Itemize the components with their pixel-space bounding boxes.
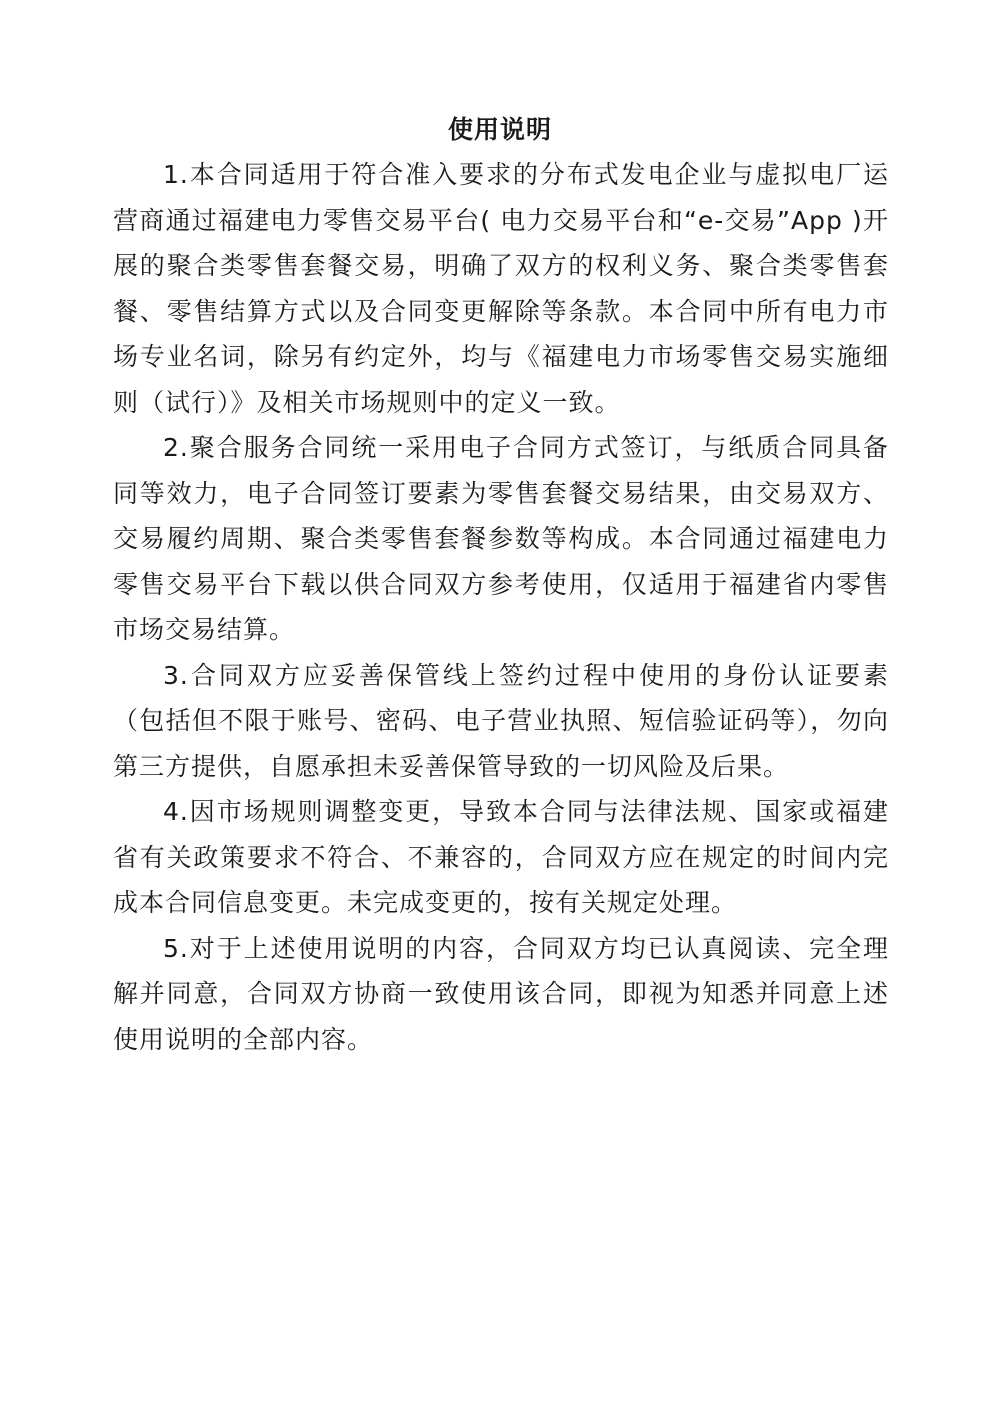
document-body	[113, 152, 889, 1062]
page-title: 使用说明	[447, 115, 552, 144]
paragraph-4: 4.因市场规则调整变更，导致本合同与法律法规、国家或福建省有关政策要求不符合、不兼容的，合同双方应在规定的时间内完成本合同信息变更。未完成变更的，按有关规定处理。	[113, 797, 889, 917]
paragraph-2: 2.聚合服务合同统一采用电子合同方式签订，与纸质合同具备同等效力，电子合同签订要素为零售套餐交易结果，由交易双方、交易履约周期、聚合类零售套餐参数等构成。本合同通过福建电力零售交易平台下载以供合同双方参考使用，仅适用于福建省内零售市场交易结算。	[113, 433, 889, 644]
paragraph-1: 1.本合同适用于符合准入要求的分布式发电企业与虚拟电厂运营商通过福建电力零售交易平台( 电力交易平台和“e-交易”App )开展的聚合类零售套餐交易，明确了双方的权利义务、聚合类零售套餐、零售结算方式以及合同变更解除等条款。本合同中所有电力市场专业名词，除另有约定外，均与《福建电力市场零售交易实施细则（试行）》及相关市场规则中的定义一致。	[113, 160, 889, 417]
paragraph-5: 5.对于上述使用说明的内容，合同双方均已认真阅读、完全理解并同意，合同双方协商一致使用该合同，即视为知悉并同意上述使用说明的全部内容。	[113, 933, 889, 1054]
paragraph-3: 3.合同双方应妥善保管线上签约过程中使用的身份认证要素（包括但不限于账号、密码、电子营业执照、短信验证码等），勿向第三方提供，自愿承担未妥善保管导致的一切风险及后果。	[113, 660, 889, 781]
